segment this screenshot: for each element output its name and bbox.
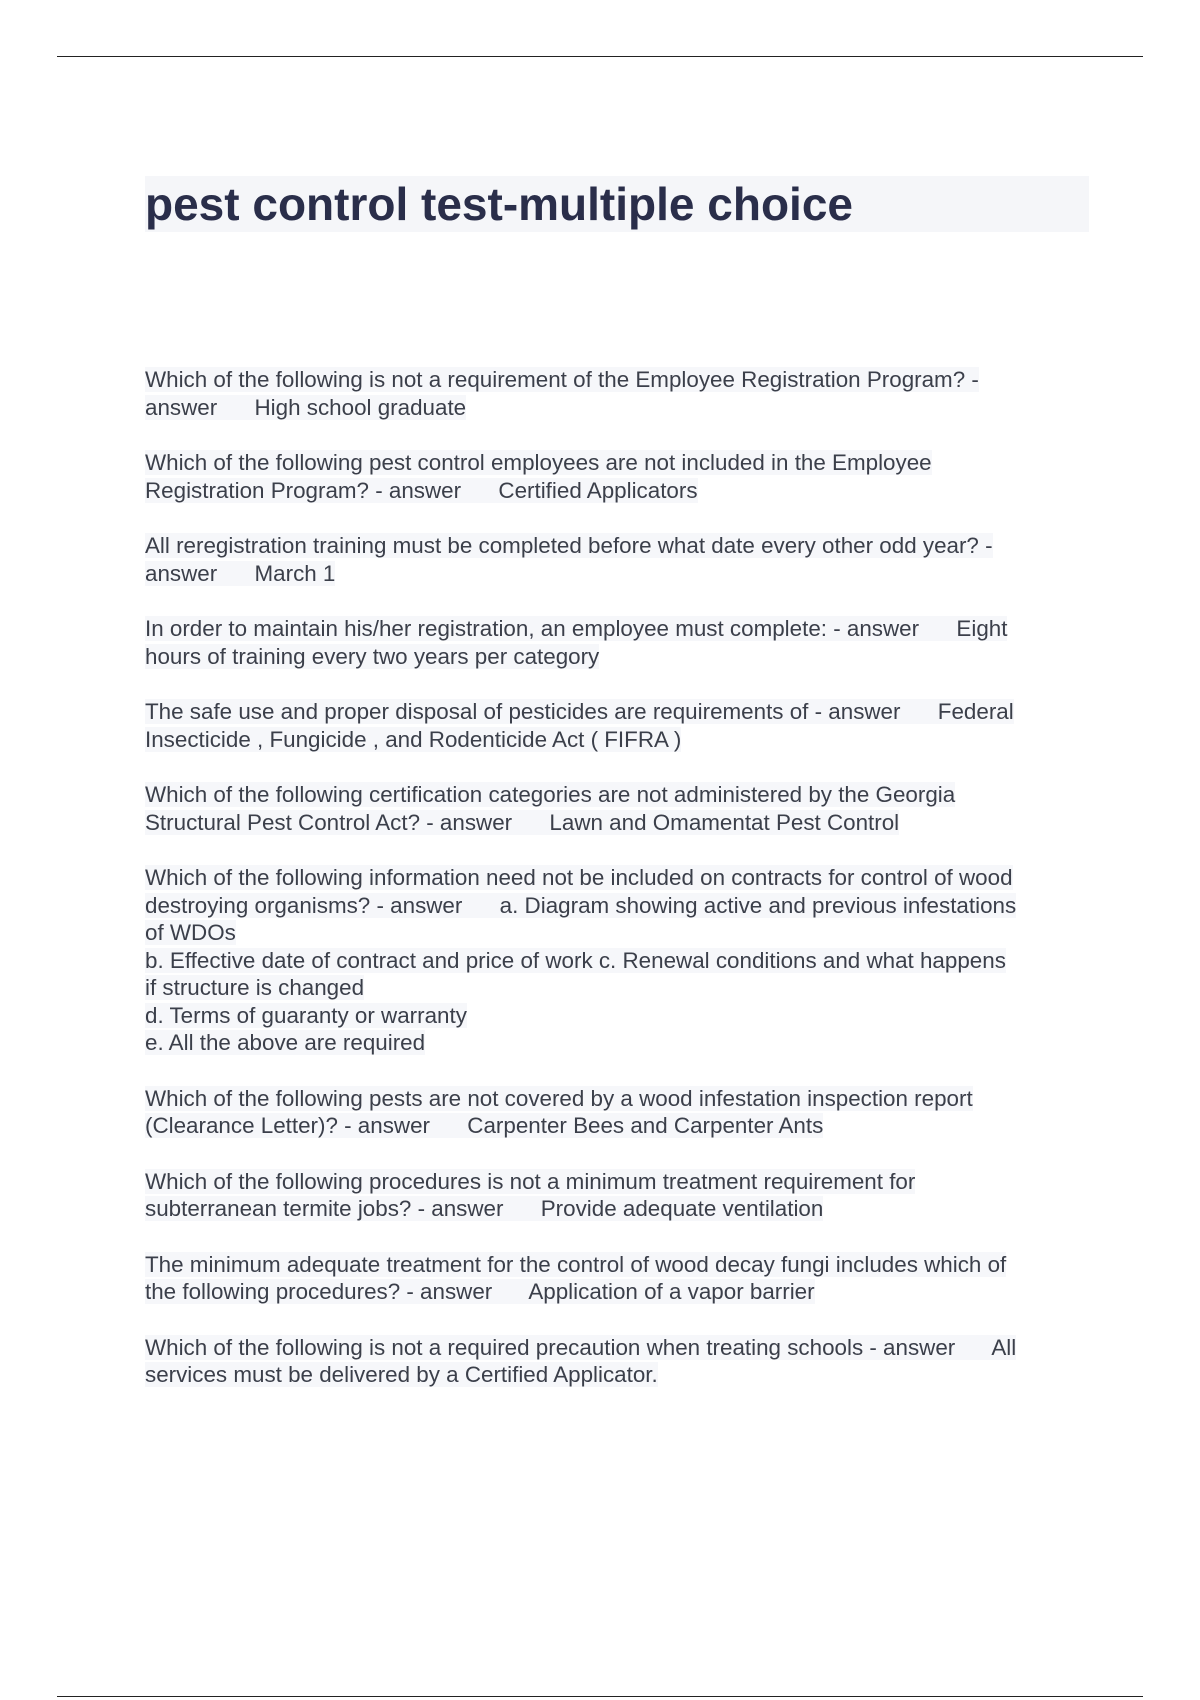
qa-item-10 [145,1251,1090,1306]
qa-line: Which of the following is not a requirement of the Employee Registration Program? - [145,367,979,392]
qa-line: All reregistration training must be completed before what date every other odd year? - [145,533,993,558]
qa-line: Insecticide , Fungicide , and Rodenticide Act ( FIFRA ) [145,726,682,752]
qa-line: subterranean termite jobs? - answer Provide adequate ventilation [145,1196,824,1221]
qa-line: answer March 1 [145,560,336,586]
qa-item-7 [145,864,1090,1057]
qa-line: answer High school graduate [145,394,467,420]
top-rule [57,56,1143,57]
qa-line: Structural Pest Control Act? - answer Lawn and Omamentat Pest Control [145,809,900,835]
qa-line: Which of the following certification categories are not administered by the Georgia [145,782,956,807]
qa-item-6 [145,781,1090,836]
qa-line: Which of the following procedures is not a minimum treatment requirement for [145,1168,916,1194]
qa-item-8 [145,1085,1090,1140]
document-title: pest control test-multiple choice [145,176,1089,232]
qa-line: services must be delivered by a Certified Applicator. [145,1362,658,1387]
qa-item-4 [145,615,1090,670]
qa-item-1 [145,366,1090,421]
qa-item-3 [145,532,1090,587]
qa-line: of WDOs [145,920,236,945]
qa-list [145,366,1090,1417]
qa-item-5 [145,698,1090,753]
qa-item-11 [145,1334,1090,1389]
qa-line: hours of training every two years per category [145,643,600,669]
qa-line: d. Terms of guaranty or warranty [145,1002,467,1028]
qa-line: destroying organisms? - answer a. Diagram showing active and previous infestations [145,892,1017,918]
qa-item-2 [145,449,1090,504]
qa-item-9 [145,1168,1090,1223]
qa-line: e. All the above are required [145,1030,426,1055]
qa-line: The minimum adequate treatment for the control of wood decay fungi includes which of [145,1251,1007,1277]
qa-line: b. Effective date of contract and price of work c. Renewal conditions and what happens [145,947,1006,973]
qa-line: Which of the following information need not be included on contracts for control of wood [145,865,1013,890]
qa-line: The safe use and proper disposal of pesticides are requirements of - answer Federal [145,699,1014,724]
qa-line: Which of the following pest control employees are not included in the Employee [145,450,932,475]
qa-line: the following procedures? - answer Application of a vapor barrier [145,1279,815,1304]
qa-line: Which of the following is not a required precaution when treating schools - answer All [145,1334,1017,1360]
qa-line: if structure is changed [145,975,365,1000]
qa-line: Which of the following pests are not covered by a wood infestation inspection report [145,1085,973,1111]
bottom-rule [57,1696,1143,1697]
qa-line: In order to maintain his/her registration, an employee must complete: - answer Eight [145,616,1008,641]
qa-line: Registration Program? - answer Certified Applicators [145,477,698,503]
qa-line: (Clearance Letter)? - answer Carpenter Bees and Carpenter Ants [145,1113,824,1138]
